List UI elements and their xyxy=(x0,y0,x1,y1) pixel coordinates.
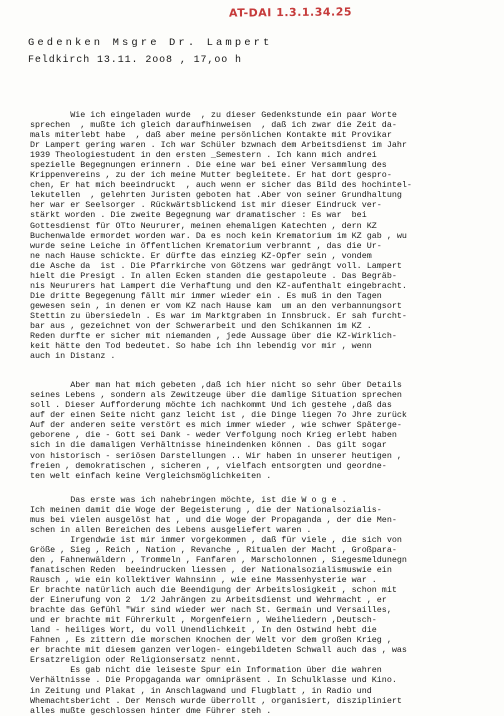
text-line: Es gab nicht die leiseste Spur ein Information über die wahren xyxy=(30,665,382,676)
paragraph-2 xyxy=(30,380,504,480)
text-line: auf der einen Seite nicht ganz leicht ist , die Dinge liegen 7o Jhre zurück xyxy=(30,410,407,421)
text-line: von historisch - seriösen Darstellungen .. Wir haben in unserer heutigen , xyxy=(30,450,402,461)
place-and-date: Feldkirch 13.11. 2oo8 , 17,oo h xyxy=(28,55,242,66)
paragraph-1 xyxy=(30,110,504,361)
text-line: ne nach Hause schickte. Er dürfte das einzieg KZ-Opfer sein , vondem xyxy=(30,250,372,261)
archive-stamp: AT-DAI 1.3.1.34.25 xyxy=(228,5,353,20)
text-line: der Einerufung von 2 1/2 Jahrängen zu Arbeitsdienst und Wehrmacht , er xyxy=(30,595,387,606)
text-line: er brachte mit diesem ganzen verlogen- eingebildeten Schwall auch das , was xyxy=(30,645,407,656)
text-line: Aber man hat mich gebeten ,daß ich hier nicht so sehr über Details xyxy=(30,380,402,391)
text-line: auch in Distanz . xyxy=(30,351,116,362)
text-line: Gottesdienst für OTto Neururer, meinen ehemaligen Katechten , dern KZ xyxy=(30,220,377,231)
text-line: alles mußte geschlossen hinter dme Führer steh . xyxy=(30,705,272,716)
paragraph-spacer xyxy=(30,481,504,495)
text-line: Fahnen , Es zittern die morschen Knochen der Welt vor dem großen Krieg , xyxy=(30,635,392,646)
text-line: Stettin zu übersiedeln . Es war im Marktgraben in Innsbruck. Er sah furcht- xyxy=(30,310,407,321)
text-line: Krippenvereins , zu der ich meine Mutter begleitete. Er hat dort gespro- xyxy=(30,170,392,181)
text-line: Whemachtsbericht . Der Mensch wurde überrollt , organisiert, diszipliniert xyxy=(30,695,402,706)
speech-body xyxy=(30,110,504,716)
text-line: lekutellen , gelehrten Juristen geboten hat .Aber von seiner Grundhaltung xyxy=(30,190,402,201)
text-line: Größe , Sieg , Reich , Nation , Revanche , Ritualen der Macht , Großpara- xyxy=(30,544,397,555)
text-line: Das erste was ich nahebringen möchte, ist die W o g e . xyxy=(30,494,347,505)
text-line: Auf der anderen seite verstört es mich immer wieder , wie schwer Späterge- xyxy=(30,420,402,431)
text-line: wurde seine Leiche in öffentlichen Krematorium verbrannt , das die Ur- xyxy=(30,240,382,251)
text-line: her war er Seelsorger . Rückwärtsblickend ist mir dieser Eindruck ver- xyxy=(30,200,382,211)
text-line: hielt die Presigt . In allen Ecken standen die gestapoleute . Das Begräb- xyxy=(30,270,397,281)
text-line: spezielle Begegnungen erinnern . Die eine war bei einer Versammlung des xyxy=(30,160,387,171)
text-line: chen, Er hat mich beeindruckt , auch wenn er sicher das Bild des hochintel- xyxy=(30,180,412,191)
text-line: soll . Dieser Aufforderung möchte ich nachkommt Und ich gestehe ,daß das xyxy=(30,400,392,411)
text-line: gewesen sein , in denen er vom KZ nach Hause kam um an den verbannungsort xyxy=(30,300,402,311)
text-line: Er brachte natürlich auch die Beendigung der Arbeitslosigkeit , schon mit xyxy=(30,585,397,596)
text-line: Wie ich eingeladen wurde , zu dieser Gedenkstunde ein paar Worte xyxy=(30,110,397,120)
text-line: freien , demokratischen , sicheren , , vielfach entsorgten und geordne- xyxy=(30,460,387,471)
text-line: Verhältnisse . Die Propgaganda war omnipräsent . In Schulklasse und Kino. xyxy=(30,675,397,686)
text-line: Dr Lampert gering waren . Ich war Schüler bzwnach dem Arbeitsdienst im Jahr xyxy=(30,140,407,151)
text-line: mals miterlebt habe , daß aber meine persönlichen Kontakte mit Provikar xyxy=(30,130,392,141)
text-line: Rausch , wie ein kollektiver Wahnsinn , wie eine Massenhysterie war . xyxy=(30,575,377,586)
text-line: Ich meinen damit die Woge der Begeisterung , die der Nationalsozialis- xyxy=(30,504,382,515)
paragraph-spacer xyxy=(30,361,504,380)
text-line: Die dritte Begegenung fällt mir immer wieder ein . Es muß in den Tagen xyxy=(30,290,382,301)
text-line: und er brachte mit Führerkult , Morgenfeiern , Weiheliedern ,Deutsch- xyxy=(30,615,377,626)
text-line: seines Lebens , sondern als Zewitzeuge über die damlige Situation sprechen xyxy=(30,390,402,401)
document-title: Gedenken Msgre Dr. Lampert xyxy=(28,37,273,49)
text-line: stärkt worden . Die zweite Begegnung war dramatischer : Es war bei xyxy=(30,210,367,221)
text-line: brachte das Gefühl "Wir sind wieder wer nach St. Germain und Versailles, xyxy=(30,605,392,616)
text-line: Irgendwie ist mir immer vorgekommen , daß für viele , die sich von xyxy=(30,534,402,545)
text-line: den , Fahnenwäldern , Trommeln , Fanfaren , Marscholonnen , Siegesmeldunegn xyxy=(30,554,407,565)
text-line: sich in die damaligen Verhältnisse hineindenken können . Das gilt sogar xyxy=(30,440,387,451)
text-line: fanatischen Reden beeindrucken liessen , der Nationalsozialismuswie ein xyxy=(30,564,392,575)
text-line: schen in allen Bereichen des Lebens ausgeliefert waren . xyxy=(30,524,312,535)
text-line: sprechen , mußte ich gleich daraufhinweisen , daß ich zwar die Zeit da- xyxy=(30,120,397,131)
text-line: Buchenwalde ermordet worden war. Da es noch kein Krematorium im KZ gab , wu xyxy=(30,230,407,241)
text-line: ten welt einfach keine Vergleichsmöglichkeiten . xyxy=(30,470,272,481)
text-line: Reden durfte er sicher mit niemanden , jede Aussage über die KZ-Wirklich- xyxy=(30,331,397,342)
text-line: bar aus , gezeichnet von der Schwerarbeit und den Schikannen im KZ . xyxy=(30,320,372,331)
text-line: nis Neururers hat Lampert die Verhaftung und den KZ-aufenthalt eingebracht. xyxy=(30,280,407,291)
text-line: mus bei vielen ausgelöst hat , und die Woge der Propaganda , der die Men- xyxy=(30,514,397,525)
text-line: keit hätte den Tod bedeutet. So habe ich ihn lebendig vor mir , wenn xyxy=(30,341,372,352)
text-line: geborene , die - Gott sei Dank - weder Verfolgung noch Krieg erlebt haben xyxy=(30,430,397,441)
text-line: land - heiliges Wort, du voll Unendlichkeit , In den Ostwind hebt die xyxy=(30,625,377,636)
paragraph-3 xyxy=(30,495,504,716)
text-line: in Zeitung und Plakat , in Anschlagwand und Flugblatt , in Radio und xyxy=(30,685,372,696)
text-line: die Asche da ist . Die Pfarrkirche von Götzens war gedrängt voll. Lampert xyxy=(30,260,402,271)
text-line: 1939 Theologiestudent in den ersten _Semestern . Ich kann mich andrei xyxy=(30,150,377,161)
text-line: Ersatzreligion oder Religionsersatz nennt. xyxy=(30,655,242,666)
